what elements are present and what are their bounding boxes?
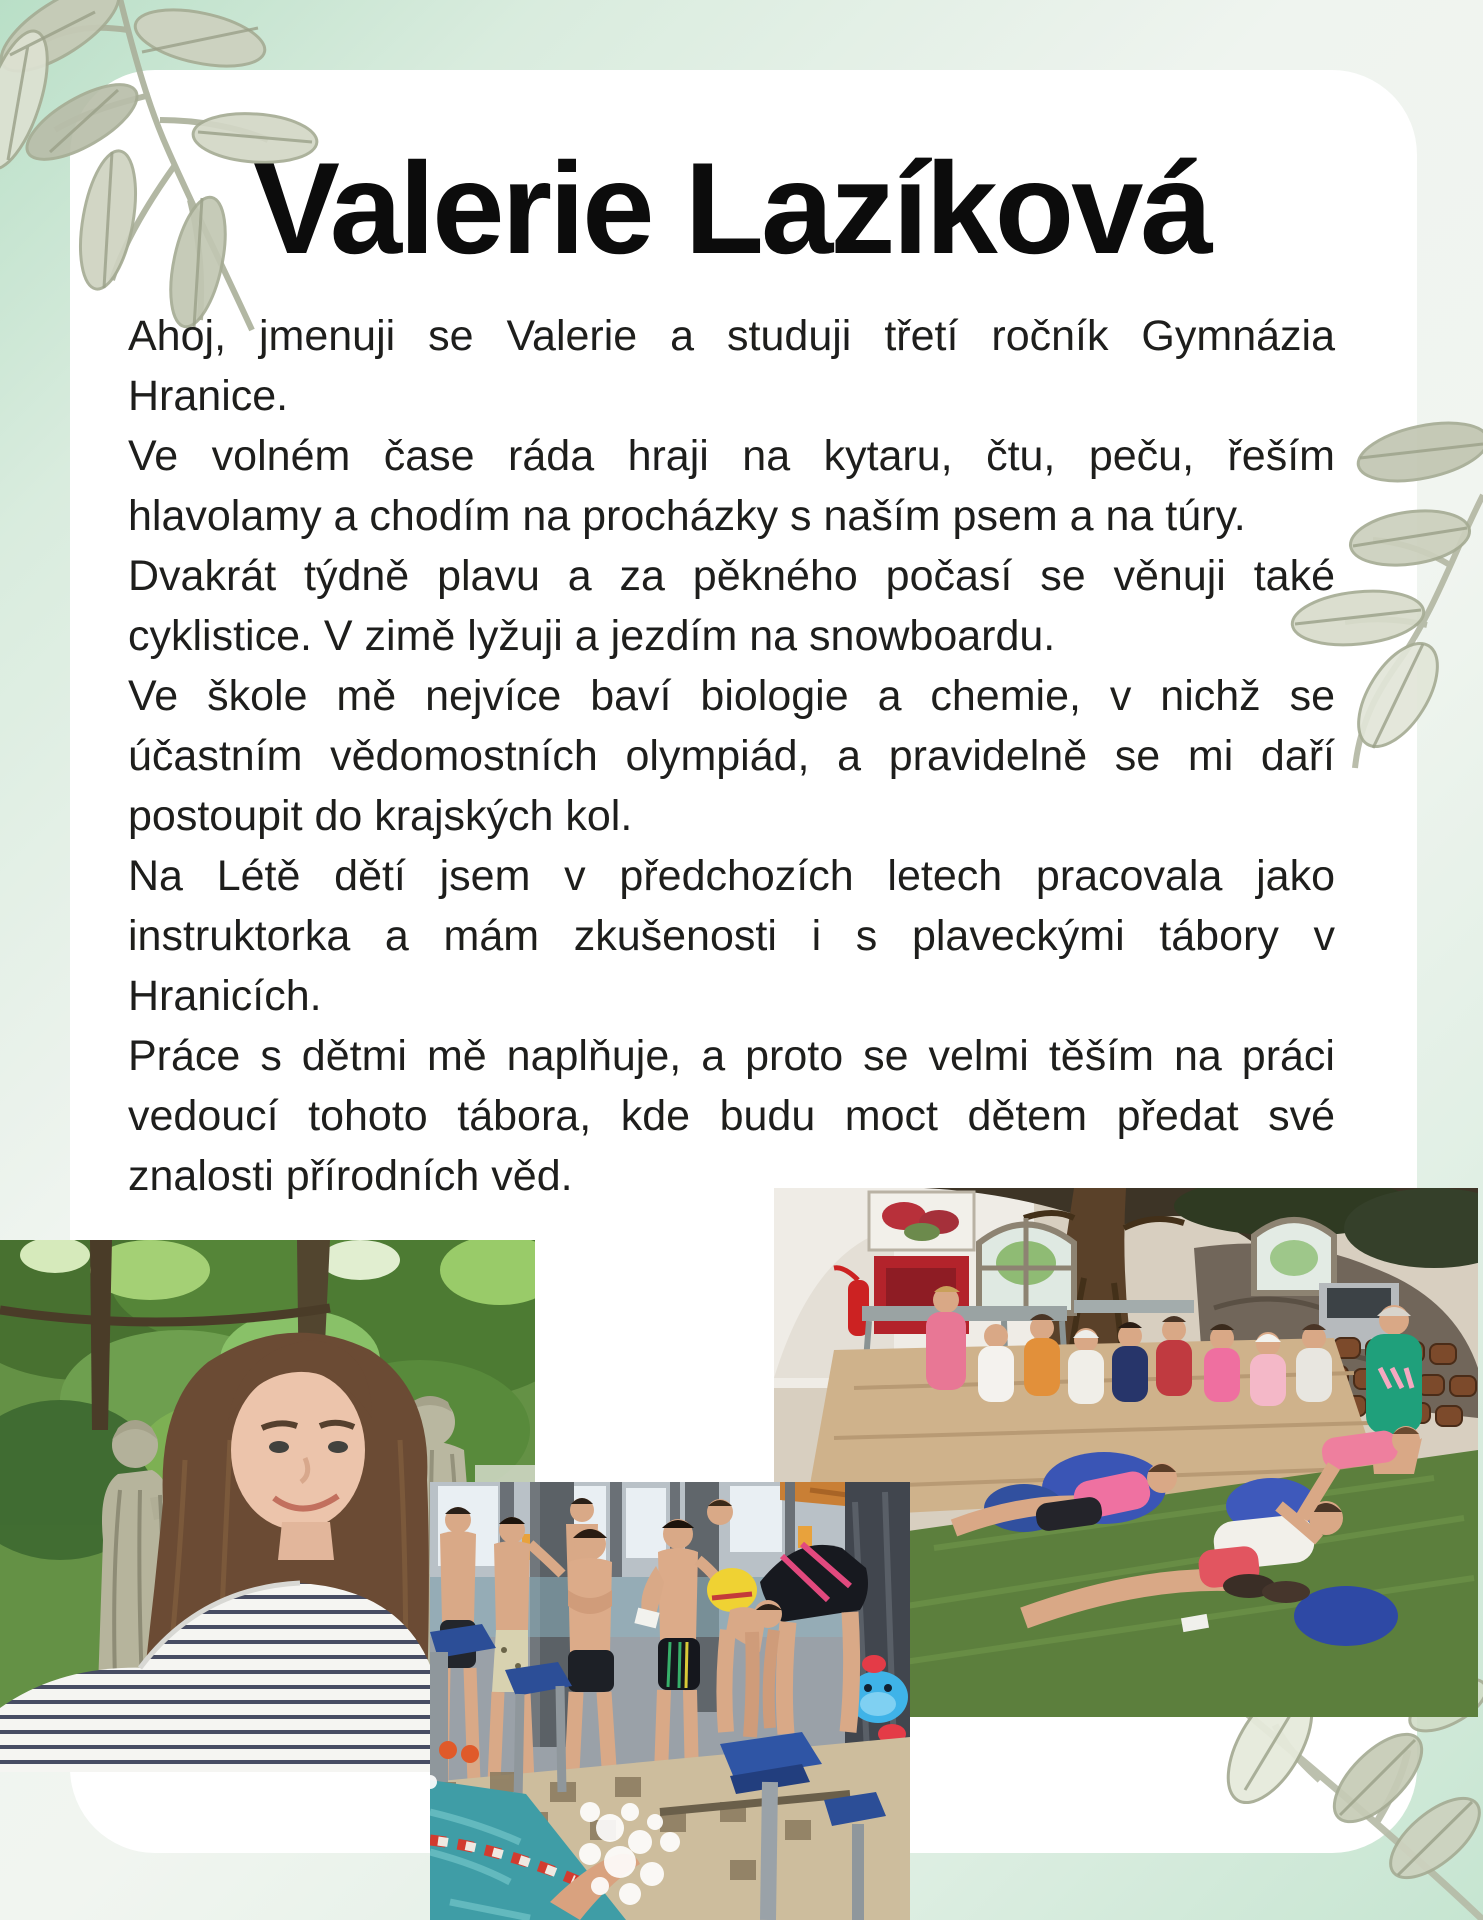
bio-paragraph-3: Dvakrát týdně plavu a za pěkného počasí se věnuji také cyklistice. V zimě lyžuji a jezdím na snowboardu. xyxy=(128,551,1335,660)
bio-paragraph-5: Na Létě dětí jsem v předchozích letech pracovala jako instruktorka a mám zkušenosti i s plaveckými tábory v Hranicích. xyxy=(128,851,1335,1020)
bio-paragraph-6: Práce s dětmi mě naplňuje, a proto se velmi těším na práci vedoucí tohoto tábora, kde budu moct dětem předat své znalosti přírodních věd. xyxy=(128,1031,1335,1200)
bio-paragraph-4: Ve škole mě nejvíce baví biologie a chemie, v nichž se účastním vědomostních olympiád, a pravidelně se mi daří postoupit do krajských kol. xyxy=(128,671,1335,840)
page-title: Valerie Lazíková xyxy=(253,135,1210,281)
bio-paragraph-1: Ahoj, jmenuji se Valerie a studuji třetí ročník Gymnázia Hranice. xyxy=(128,311,1335,420)
bio-paragraph-2: Ve volném čase ráda hraji na kytaru, čtu, peču, řeším hlavolamy a chodím na procházky s naším psem a na túry. xyxy=(128,431,1335,540)
bio-section xyxy=(128,135,1335,1206)
swimming-pool-photo xyxy=(430,1482,910,1920)
